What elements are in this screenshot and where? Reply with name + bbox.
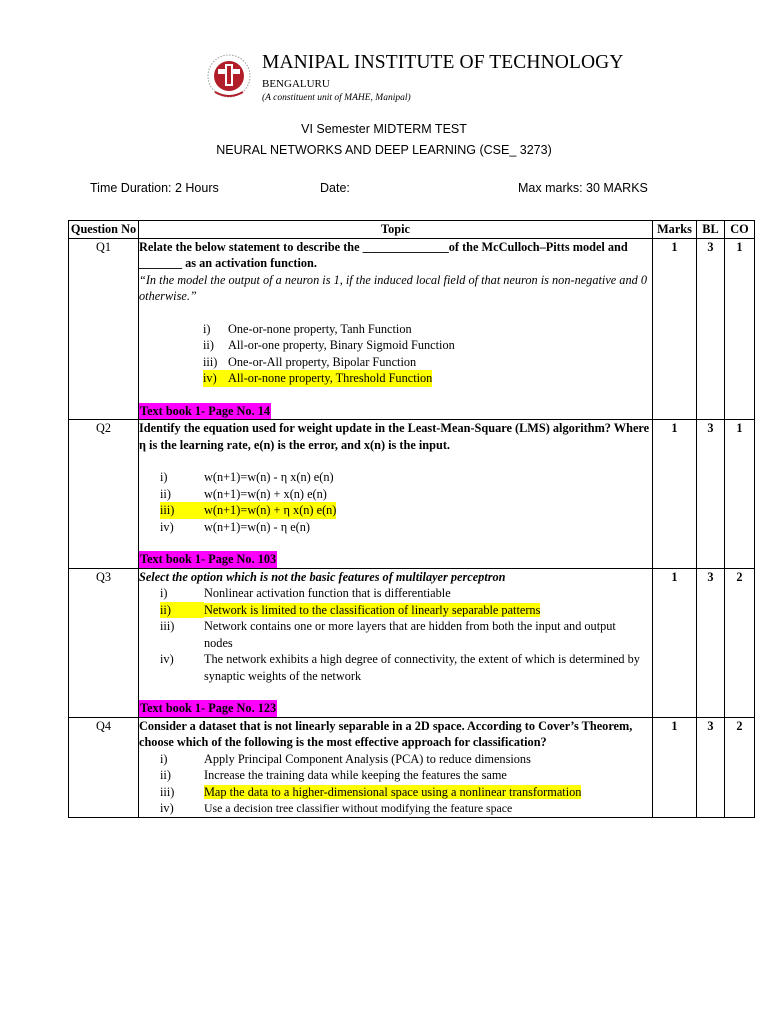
option-item: iv) Use a decision tree classifier without modifying the feature space xyxy=(160,801,513,815)
option-item-correct: iii) Map the data to a higher-dimensional space using a nonlinear transformation xyxy=(160,784,582,799)
question-topic xyxy=(139,420,653,569)
question-row-q1 xyxy=(69,238,755,420)
option-item: i) Nonlinear activation function that is differentiable xyxy=(160,586,451,600)
textbook-reference: Text book 1- Page No. 14 xyxy=(140,403,271,418)
co-value: 2 xyxy=(725,717,755,817)
option-item: ii) Increase the training data while keeping the features the same xyxy=(160,768,507,782)
option-item: ii) All-or-one property, Binary Sigmoid Function xyxy=(203,338,455,352)
question-topic xyxy=(139,238,653,420)
bl-value: 3 xyxy=(697,717,725,817)
co-value: 2 xyxy=(725,568,755,717)
question-statement: Relate the below statement to describe the ______________of the McCulloch–Pitts model and _______ as an activation function. xyxy=(139,239,628,270)
question-topic xyxy=(139,717,653,817)
co-value: 1 xyxy=(725,420,755,569)
question-statement: Identify the equation used for weight update in the Least-Mean-Square (LMS) algorithm? Where η is the learning rate, e(n) is the error, and x(n) is the input. xyxy=(139,421,650,452)
header-topic: Topic xyxy=(139,221,653,239)
institute-name: MANIPAL INSTITUTE OF TECHNOLOGY xyxy=(262,52,624,73)
manipal-logo-icon xyxy=(205,52,253,104)
exam-date: Date: xyxy=(320,181,350,195)
header-co: CO xyxy=(725,221,755,239)
header-marks: Marks xyxy=(653,221,697,239)
question-table xyxy=(68,220,755,818)
semester-title: VI Semester MIDTERM TEST xyxy=(301,122,467,136)
option-item: iv) The network exhibits a high degree of connectivity, the extent of which is determined by synaptic weights of the network xyxy=(160,652,640,683)
course-title: NEURAL NETWORKS AND DEEP LEARNING (CSE_ 3273) xyxy=(216,143,552,157)
table-header-row xyxy=(69,221,755,239)
marks-value: 1 xyxy=(653,568,697,717)
option-item: i) One-or-none property, Tanh Function xyxy=(203,321,412,336)
marks-value: 1 xyxy=(653,238,697,420)
question-statement: Select the option which is not the basic features of multilayer perceptron xyxy=(139,569,506,584)
textbook-reference: Text book 1- Page No. 103 xyxy=(140,552,277,566)
co-value: 1 xyxy=(725,238,755,420)
option-item: iv) w(n+1)=w(n) - η e(n) xyxy=(160,519,311,534)
header-bl: BL xyxy=(697,221,725,239)
option-item: iii) One-or-All property, Bipolar Function xyxy=(203,354,417,369)
question-row-q4 xyxy=(69,717,755,817)
bl-value: 3 xyxy=(697,420,725,569)
option-item-correct: iv) All-or-none property, Threshold Function xyxy=(203,371,433,385)
question-number: Q2 xyxy=(69,420,139,569)
option-item: iii) Network contains one or more layers that are hidden from both the input and output nodes xyxy=(160,619,616,650)
marks-value: 1 xyxy=(653,420,697,569)
question-row-q3 xyxy=(69,568,755,717)
textbook-reference: Text book 1- Page No. 123 xyxy=(140,701,277,715)
question-number: Q3 xyxy=(69,568,139,717)
question-statement: Consider a dataset that is not linearly separable in a 2D space. According to Cover’s Theorem, choose which of the following is the most effective approach for classification? xyxy=(139,718,633,749)
question-number: Q1 xyxy=(69,238,139,420)
bl-value: 3 xyxy=(697,238,725,420)
question-topic xyxy=(139,568,653,717)
bl-value: 3 xyxy=(697,568,725,717)
marks-value: 1 xyxy=(653,717,697,817)
option-item-correct: ii) Network is limited to the classification of linearly separable patterns xyxy=(160,602,541,617)
max-marks: Max marks: 30 MARKS xyxy=(518,181,648,195)
institute-constituent-note: (A constituent unit of MAHE, Manipal) xyxy=(262,93,411,103)
header-question-no: Question No xyxy=(69,221,139,239)
option-item: i) Apply Principal Component Analysis (PCA) to reduce dimensions xyxy=(160,751,531,766)
question-number: Q4 xyxy=(69,717,139,817)
option-item: ii) w(n+1)=w(n) + x(n) e(n) xyxy=(160,486,327,501)
option-item-correct: iii) w(n+1)=w(n) + η x(n) e(n) xyxy=(160,503,337,517)
question-row-q2 xyxy=(69,420,755,569)
option-item: i) w(n+1)=w(n) - η x(n) e(n) xyxy=(160,470,334,484)
time-duration: Time Duration: 2 Hours xyxy=(90,181,219,195)
question-quote: “In the model the output of a neuron is 1, if the induced local field of that neuron is non-negative and 0 otherwise.” xyxy=(139,272,647,303)
institute-city: BENGALURU xyxy=(262,78,330,90)
